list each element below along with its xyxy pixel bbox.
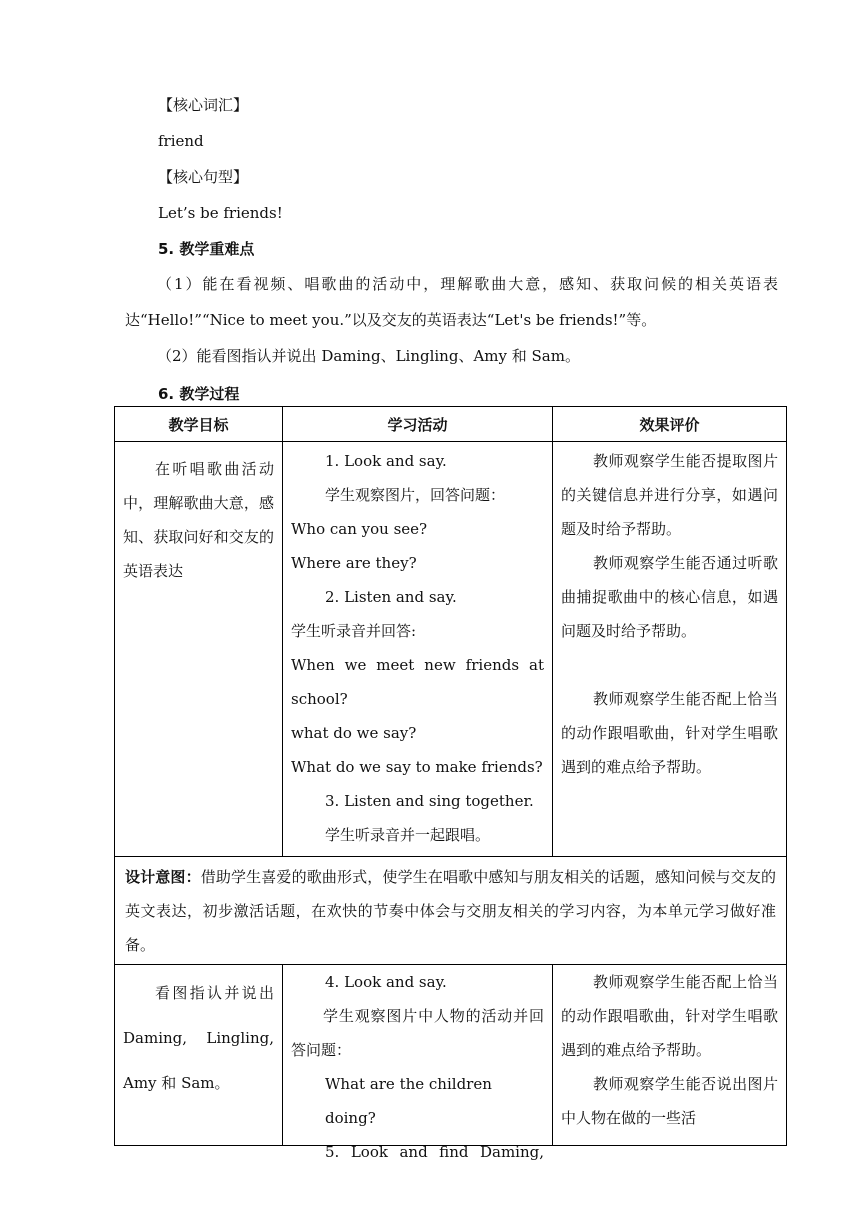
activity-item: 学生观察图片中人物的活动并回答问题： xyxy=(291,1007,544,1059)
activity-item: 4. Look and say. xyxy=(325,973,447,991)
process-heading: 6. 教学过程 xyxy=(158,385,240,403)
activity-item: 学生听录音并一起跟唱。 xyxy=(325,826,491,844)
core-vocab-heading: 【核心词汇】 xyxy=(158,96,249,114)
evaluation-cell xyxy=(553,965,787,1146)
key-point-2: （2）能看图指认并说出 Daming、Lingling、Amy 和 Sam。 xyxy=(157,347,580,365)
evaluation-text: 教师观察学生能否说出图片中人物在做的一些活 xyxy=(561,1075,778,1127)
activity-item: What do we say to make friends? xyxy=(291,758,543,776)
evaluation-text: 教师观察学生能否提取图片的关键信息并进行分享，如遇问题及时给予帮助。 xyxy=(561,452,778,538)
core-sentence-heading: 【核心句型】 xyxy=(158,168,249,186)
header-goal: 教学目标 xyxy=(115,407,283,442)
activity-item: 2. Listen and say. xyxy=(325,588,457,606)
activity-cell xyxy=(283,965,553,1161)
table-row xyxy=(115,442,787,857)
key-point-1: （1）能在看视频、唱歌曲的活动中，理解歌曲大意，感知、获取问候的相关英语表达“Hello!”“Nice to meet you.”以及交友的英语表达“Let's be friends!”等。 xyxy=(125,275,778,329)
design-intent-label: 设计意图： xyxy=(125,868,201,886)
evaluation-text: 教师观察学生能否配上恰当的动作跟唱歌曲，针对学生唱歌遇到的难点给予帮助。 xyxy=(561,973,778,1059)
goal-text: 看图指认并说出 Daming, Lingling, Amy 和 Sam。 xyxy=(123,984,274,1092)
design-intent-row xyxy=(115,857,787,965)
goal-text: 在听唱歌曲活动中，理解歌曲大意，感知、获取问好和交友的英语表达 xyxy=(123,460,274,580)
evaluation-text: 教师观察学生能否通过听歌曲捕捉歌曲中的核心信息，如遇问题及时给予帮助。 xyxy=(561,554,778,640)
activity-item: Where are they? xyxy=(291,554,417,572)
table-row xyxy=(115,965,787,1146)
activity-item: Who can you see? xyxy=(291,520,428,538)
activity-item: 学生观察图片，回答问题： xyxy=(325,486,506,504)
activity-item: 3. Listen and sing together. xyxy=(325,792,534,810)
header-activity: 学习活动 xyxy=(283,407,553,442)
header-evaluation: 效果评价 xyxy=(553,407,787,442)
activity-item: 学生听录音并回答: xyxy=(291,622,417,640)
goal-cell xyxy=(115,442,283,857)
core-sentence: Let’s be friends! xyxy=(158,204,283,222)
core-vocab: friend xyxy=(158,132,204,150)
activity-item: 1. Look and say. xyxy=(325,452,447,470)
teaching-process-table xyxy=(114,406,787,1161)
design-intent-cell xyxy=(115,857,787,965)
activity-item: what do we say? xyxy=(291,724,417,742)
key-points-heading: 5. 教学重难点 xyxy=(158,240,255,258)
evaluation-cell xyxy=(553,442,787,857)
activity-item: When we meet new friends at school? xyxy=(291,656,544,708)
goal-cell xyxy=(115,965,283,1146)
table-header-row xyxy=(115,407,787,442)
activity-item: 5. Look and find Daming, xyxy=(325,1143,544,1161)
evaluation-text: 教师观察学生能否配上恰当的动作跟唱歌曲，针对学生唱歌遇到的难点给予帮助。 xyxy=(561,690,778,776)
activity-item: What are the children doing? xyxy=(325,1075,492,1127)
activity-cell xyxy=(283,442,553,857)
design-intent-text: 借助学生喜爱的歌曲形式，使学生在唱歌中感知与朋友相关的话题，感知问候与交友的英文表达，初步激活话题，在欢快的节奏中体会与交朋友相关的学习内容，为本单元学习做好准备。 xyxy=(125,868,776,954)
